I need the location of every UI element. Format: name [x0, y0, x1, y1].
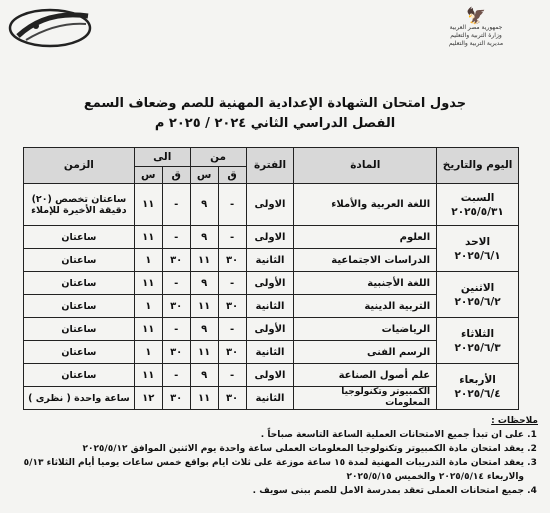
notes-heading: ملاحظات :	[491, 416, 538, 426]
day-date: ٢٠٢٥/٦/١	[454, 249, 501, 262]
from-minutes: ٣٠	[218, 387, 246, 410]
subject-cell: الكمبيوتر وتكنولوجيا المعلومات	[294, 387, 437, 410]
period-cell: الثانية	[246, 295, 294, 318]
day-cell	[437, 364, 519, 410]
emblem-line: مديرية التربية والتعليم	[448, 40, 504, 47]
note-item: 1. على ان تبدأ جميع الامتحانات العملية الساعة التاسعة صباحاً .	[18, 428, 524, 442]
to-hours: ١١	[134, 226, 162, 249]
emblem-line: جمهورية مصر العربية	[449, 24, 503, 31]
period-cell: الاولى	[246, 226, 294, 249]
day-cell	[437, 184, 519, 226]
table-row	[24, 226, 519, 249]
period-cell: الأولى	[246, 272, 294, 295]
emblem-line: وزارة التربية والتعليم	[450, 32, 502, 39]
duration-cell: ساعتان	[24, 318, 135, 341]
from-hours: ١١	[190, 249, 218, 272]
to-hours: ١١	[134, 272, 162, 295]
table-row	[24, 184, 519, 226]
day-date: ٢٠٢٥/٦/٢	[454, 295, 501, 308]
duration-cell: ساعتان تخصص (٢٠) دقيقة الأخيرة للإملاء	[24, 184, 135, 226]
day-date: ٢٠٢٥/٦/٣	[454, 341, 501, 354]
from-minutes: -	[218, 226, 246, 249]
duration-cell: ساعتان	[24, 249, 135, 272]
period-cell: الثانية	[246, 249, 294, 272]
period-cell: الثانية	[246, 387, 294, 410]
day-date: ٢٠٢٥/٥/٣١	[451, 205, 504, 218]
to-hours: ١	[134, 295, 162, 318]
table-row	[24, 364, 519, 387]
header-duration: الزمن	[24, 148, 135, 184]
note-item: 2. يعقد امتحان مادة الكمبيوتر وتكنولوجيا المعلومات العملى ساعة واحدة يوم الاثنين الموافق ٢٠٢٥/٥/١٢	[18, 442, 524, 456]
day-name: الأربعاء	[459, 373, 496, 386]
from-minutes: ٣٠	[218, 249, 246, 272]
duration-cell: ساعتان	[24, 272, 135, 295]
period-cell: الاولى	[246, 184, 294, 226]
header-hours: س	[134, 167, 162, 184]
day-name: السبت	[460, 191, 495, 204]
from-hours: ٩	[190, 226, 218, 249]
to-minutes: -	[162, 226, 190, 249]
header-minutes: ق	[218, 167, 246, 184]
header-to: الى	[134, 148, 190, 167]
notes-section	[18, 414, 538, 498]
to-hours: ١١	[134, 318, 162, 341]
title-line-2: الفصل الدراسي الثاني ٢٠٢٤ / ٢٠٢٥ م	[154, 116, 396, 131]
to-minutes: -	[162, 184, 190, 226]
from-minutes: -	[218, 184, 246, 226]
title-line-1: جدول امتحان الشهادة الإعدادية المهنية للصم وضعاف السمع	[83, 96, 467, 111]
to-minutes: ٣٠	[162, 341, 190, 364]
day-cell	[437, 226, 519, 272]
from-hours: ١١	[190, 295, 218, 318]
subject-cell: الدراسات الاجتماعية	[294, 249, 437, 272]
from-minutes: -	[218, 364, 246, 387]
to-minutes: -	[162, 272, 190, 295]
header-from: من	[190, 148, 246, 167]
period-cell: الأولى	[246, 318, 294, 341]
ministry-logo	[6, 4, 98, 50]
subject-cell: علم أصول الصناعة	[294, 364, 437, 387]
to-minutes: ٣٠	[162, 249, 190, 272]
subject-cell: الرياضيات	[294, 318, 437, 341]
period-cell: الثانية	[246, 341, 294, 364]
subject-cell: اللغة الأجنبية	[294, 272, 437, 295]
from-minutes: -	[218, 272, 246, 295]
from-hours: ٩	[190, 184, 218, 226]
eagle-icon: 🦅	[466, 6, 486, 25]
table-row	[24, 272, 519, 295]
header-subject: المادة	[294, 148, 437, 184]
header-day: اليوم والتاريخ	[437, 148, 519, 184]
to-hours: ١١	[134, 364, 162, 387]
from-hours: ١١	[190, 387, 218, 410]
to-hours: ١	[134, 249, 162, 272]
note-item: 4. جميع امتحانات العملى تعقد بمدرسة الامل للصم ببنى سويف .	[18, 484, 524, 498]
duration-cell: ساعتان	[24, 295, 135, 318]
to-minutes: -	[162, 318, 190, 341]
subject-cell: اللغة العربية والأملاء	[294, 184, 437, 226]
to-minutes: ٣٠	[162, 295, 190, 318]
from-hours: ٩	[190, 318, 218, 341]
period-cell: الاولى	[246, 364, 294, 387]
duration-cell: ساعة واحدة ( نظرى )	[24, 387, 135, 410]
from-hours: ٩	[190, 272, 218, 295]
header-hours: س	[190, 167, 218, 184]
to-hours: ١٢	[134, 387, 162, 410]
header-period: الفترة	[246, 148, 294, 184]
subject-cell: العلوم	[294, 226, 437, 249]
to-hours: ١١	[134, 184, 162, 226]
header-minutes: ق	[162, 167, 190, 184]
from-minutes: ٣٠	[218, 295, 246, 318]
table-row	[24, 318, 519, 341]
subject-cell: الرسم الفنى	[294, 341, 437, 364]
note-item: 3. يعقد امتحان مادة التدريبات المهنية لمدة ١٥ ساعة موزعة على ثلاث ايام بواقع خمس ساعات يوميا أيام الثلاثاء ٥/١٣ والاربعاء ٢٠٢٥/٥/١٤ والخميس ٢٠٢٥/٥/١٥	[18, 456, 524, 484]
page-title	[0, 94, 550, 134]
to-minutes: -	[162, 364, 190, 387]
exam-schedule-table	[23, 147, 519, 410]
duration-cell: ساعتان	[24, 341, 135, 364]
state-emblem	[416, 8, 536, 52]
day-cell	[437, 272, 519, 318]
day-name: الثلاثاء	[461, 327, 495, 340]
duration-cell: ساعتان	[24, 364, 135, 387]
to-minutes: ٣٠	[162, 387, 190, 410]
subject-cell: التربية الدينية	[294, 295, 437, 318]
day-cell	[437, 318, 519, 364]
duration-cell: ساعتان	[24, 226, 135, 249]
day-date: ٢٠٢٥/٦/٤	[454, 387, 501, 400]
from-hours: ١١	[190, 341, 218, 364]
day-name: الاثنين	[460, 281, 495, 294]
from-minutes: ٣٠	[218, 341, 246, 364]
from-minutes: -	[218, 318, 246, 341]
day-name: الاحد	[465, 235, 491, 248]
from-hours: ٩	[190, 364, 218, 387]
to-hours: ١	[134, 341, 162, 364]
